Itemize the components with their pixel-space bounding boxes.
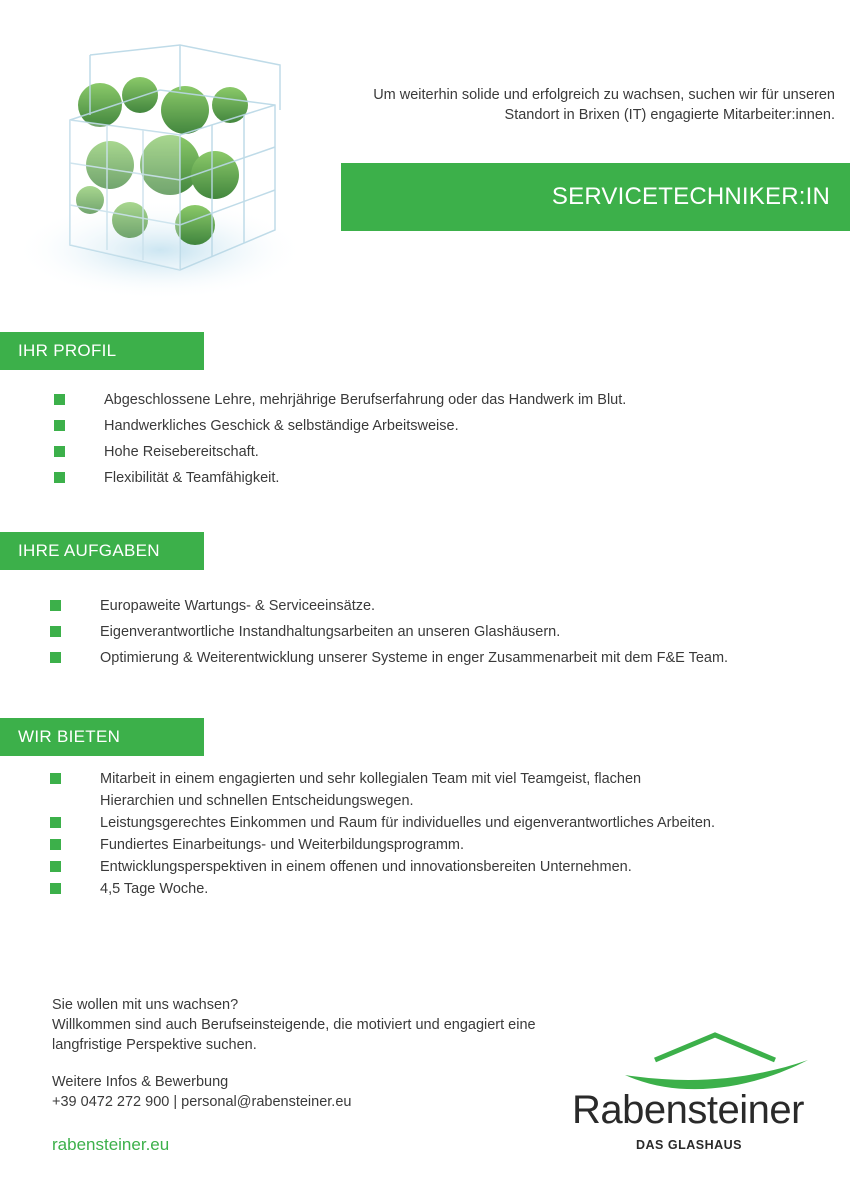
list-item-text: Eigenverantwortliche Instandhaltungsarbeiten an unseren Glashäusern. — [100, 624, 561, 640]
list-item-text: Optimierung & Weiterentwicklung unserer Systeme in enger Zusammenarbeit mit dem F&E Team. — [100, 650, 729, 666]
footer-contact[interactable]: +39 0472 272 900 | personal@rabensteiner.eu — [52, 1094, 352, 1110]
bullet-square-icon — [54, 420, 65, 431]
bullet-square-icon — [50, 839, 61, 850]
job-title: SERVICETECHNIKER:IN — [551, 183, 830, 210]
list-item — [0, 619, 728, 645]
bullet-square-icon — [50, 883, 61, 894]
bullet-square-icon — [54, 446, 65, 457]
list-item — [0, 812, 720, 834]
roof-swoosh-icon — [620, 1030, 810, 1095]
list-item — [0, 645, 728, 671]
list-item-text: Handwerkliches Geschick & selbständige Arbeitsweise. — [104, 418, 459, 434]
bullet-square-icon — [50, 861, 61, 872]
glasshouse-cube-image — [10, 35, 320, 315]
bullet-square-icon — [54, 394, 65, 405]
logo-name: Rabensteiner — [572, 1088, 804, 1132]
list-item — [0, 593, 728, 619]
list-item — [0, 465, 626, 491]
bullet-square-icon — [54, 472, 65, 483]
list-item-text: Europaweite Wartungs- & Serviceeinsätze. — [100, 598, 376, 614]
profile-list — [0, 387, 626, 491]
offer-list — [0, 768, 720, 900]
intro-text: Um weiterhin solide und erfolgreich zu wachsen, suchen wir für unseren Standort in Brixen (IT) engagierte Mitarbeiter:innen. — [373, 87, 835, 123]
list-item-text: Leistungsgerechtes Einkommen und Raum für individuelles und eigenverantwortliches Arbeiten. — [100, 815, 715, 831]
list-item — [0, 878, 720, 900]
footer-info-label: Weitere Infos & Bewerbung — [52, 1074, 229, 1090]
list-item — [0, 413, 626, 439]
list-item-text: 4,5 Tage Woche. — [100, 881, 209, 897]
list-item-text: Abgeschlossene Lehre, mehrjährige Berufserfahrung oder das Handwerk im Blut. — [104, 392, 627, 408]
offer-heading-label: WIR BIETEN — [18, 727, 121, 746]
list-item-text: Hohe Reisebereitschaft. — [104, 444, 259, 460]
footer-question: Sie wollen mit uns wachsen? — [52, 997, 239, 1013]
logo-tagline: DAS GLASHAUS — [636, 1138, 743, 1152]
list-item — [0, 768, 720, 812]
bullet-square-icon — [50, 652, 61, 663]
bullet-square-icon — [50, 817, 61, 828]
bullet-square-icon — [50, 773, 61, 784]
bullet-square-icon — [50, 626, 61, 637]
list-item — [0, 856, 720, 878]
footer-welcome: Willkommen sind auch Berufseinsteigende, die motiviert und engagiert eine langfristige Perspektive suchen. — [52, 1017, 536, 1053]
job-title-banner — [341, 163, 850, 231]
profile-heading — [0, 332, 204, 370]
list-item-text: Mitarbeit in einem engagierten und sehr kollegialen Team mit viel Teamgeist, flachen Hierarchien und schnellen Entscheidungswegen. — [100, 771, 642, 809]
list-item — [0, 834, 720, 856]
bullet-square-icon — [50, 600, 61, 611]
profile-heading-label: IHR PROFIL — [18, 341, 117, 360]
list-item-text: Fundiertes Einarbeitungs- und Weiterbildungsprogramm. — [100, 837, 465, 853]
website-link[interactable]: rabensteiner.eu — [52, 1135, 170, 1154]
tasks-list — [0, 593, 728, 671]
tasks-heading-label: IHRE AUFGABEN — [18, 541, 160, 560]
rabensteiner-logo — [560, 1030, 810, 1160]
offer-heading — [0, 718, 204, 756]
list-item-text: Flexibilität & Teamfähigkeit. — [104, 470, 280, 486]
list-item-text: Entwicklungsperspektiven in einem offenen und innovationsbereiten Unternehmen. — [100, 859, 632, 875]
tasks-heading — [0, 532, 204, 570]
list-item — [0, 439, 626, 465]
list-item — [0, 387, 626, 413]
